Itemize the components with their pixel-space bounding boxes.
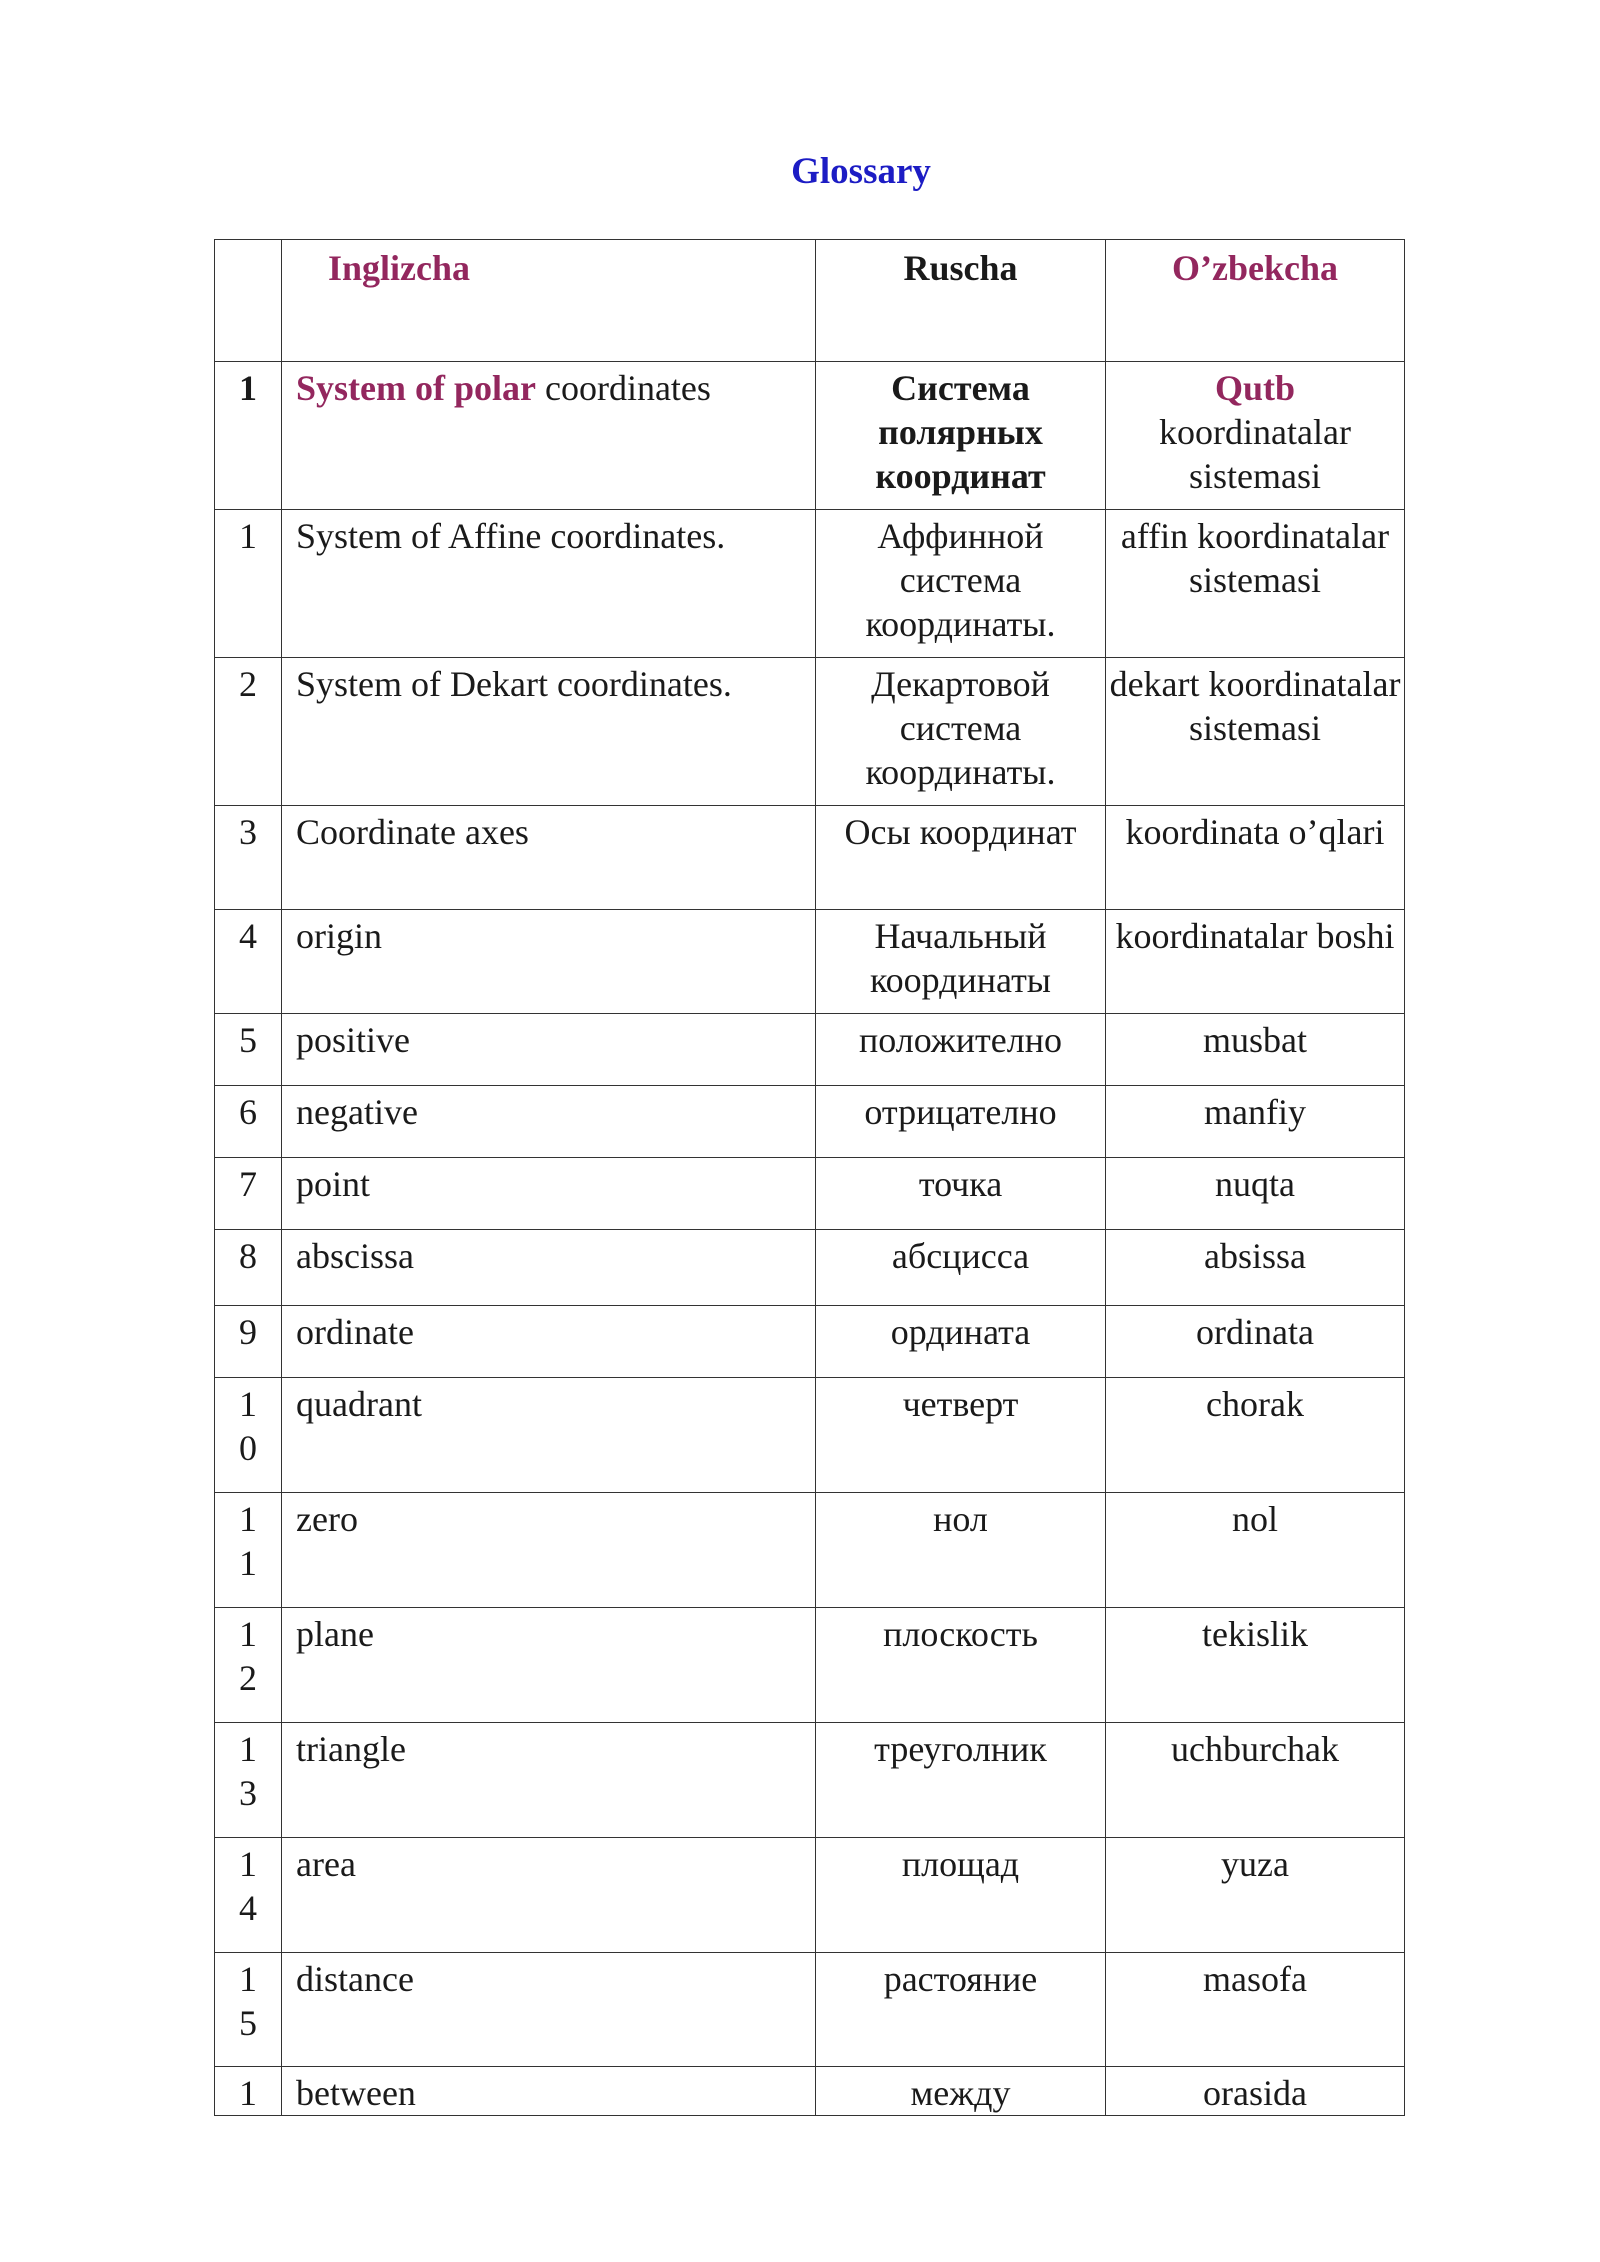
russian-term: четверт bbox=[902, 1384, 1019, 1424]
english-term-cell bbox=[282, 1378, 816, 1493]
uzbek-term: uchburchak bbox=[1171, 1729, 1339, 1769]
row-number: 1 bbox=[239, 516, 257, 556]
row-number-cell bbox=[215, 1306, 282, 1378]
russian-term: Декартовой система координаты. bbox=[865, 664, 1056, 792]
row-number-cell bbox=[215, 1378, 282, 1493]
row-number-cell bbox=[215, 806, 282, 910]
russian-term-cell bbox=[816, 510, 1106, 658]
table-row bbox=[215, 806, 1405, 910]
uzbek-term-cell bbox=[1106, 910, 1405, 1014]
russian-term-cell bbox=[816, 1014, 1106, 1086]
row-number-cell bbox=[215, 1953, 282, 2067]
row-number: 11 bbox=[239, 1499, 257, 1583]
table-row bbox=[215, 1230, 1405, 1306]
english-term-cell bbox=[282, 510, 816, 658]
english-term: System of Affine coordinates. bbox=[296, 516, 726, 556]
row-number-cell bbox=[215, 910, 282, 1014]
row-number-cell bbox=[215, 1158, 282, 1230]
row-number-cell bbox=[215, 1608, 282, 1723]
russian-term: Система полярных координат bbox=[875, 368, 1046, 496]
row-number: 1 bbox=[239, 368, 257, 408]
uzbek-term: musbat bbox=[1203, 1020, 1307, 1060]
uzbek-term-cell bbox=[1106, 1608, 1405, 1723]
uzbek-term: tekislik bbox=[1202, 1614, 1308, 1654]
uzbek-term-cell bbox=[1106, 806, 1405, 910]
russian-term: абсцисса bbox=[891, 1236, 1030, 1276]
english-term: origin bbox=[296, 916, 382, 956]
uzbek-term-cell bbox=[1106, 658, 1405, 806]
row-number: 15 bbox=[239, 1959, 257, 2043]
row-number: 4 bbox=[239, 916, 257, 956]
english-term: Coordinate axes bbox=[296, 812, 529, 852]
row-number-cell bbox=[215, 362, 282, 510]
table-row bbox=[215, 1378, 1405, 1493]
uzbek-term: masofa bbox=[1203, 1959, 1307, 1999]
russian-term-cell bbox=[816, 658, 1106, 806]
row-number-cell bbox=[215, 658, 282, 806]
table-row bbox=[215, 1608, 1405, 1723]
uzbek-term: affin koordinatalar sistemasi bbox=[1120, 516, 1390, 600]
uzbek-term-cell bbox=[1106, 1306, 1405, 1378]
row-number-cell bbox=[215, 510, 282, 658]
english-term: area bbox=[296, 1844, 356, 1884]
english-term: negative bbox=[296, 1092, 418, 1132]
uzbek-term: nuqta bbox=[1215, 1164, 1295, 1204]
row-number: 14 bbox=[239, 1844, 257, 1928]
uzbek-term-cell bbox=[1106, 362, 1405, 510]
english-term-cell bbox=[282, 1723, 816, 1838]
russian-term: Аффинной система координаты. bbox=[865, 516, 1056, 644]
table-row bbox=[215, 910, 1405, 1014]
russian-term: плоскость bbox=[883, 1614, 1038, 1654]
uzbek-term-rest: koordinatalar sistemasi bbox=[1159, 412, 1351, 496]
english-term-cell bbox=[282, 1493, 816, 1608]
uzbek-term: koordinatalar boshi bbox=[1115, 916, 1395, 956]
uzbek-term-cell bbox=[1106, 1723, 1405, 1838]
english-term: triangle bbox=[296, 1729, 406, 1769]
russian-term-cell bbox=[816, 806, 1106, 910]
russian-term: положително bbox=[859, 1020, 1062, 1060]
header-number-cell bbox=[215, 240, 282, 362]
english-term-cell bbox=[282, 2067, 816, 2116]
english-term-cell bbox=[282, 1608, 816, 1723]
uzbek-term-cell bbox=[1106, 1953, 1405, 2067]
row-number-cell bbox=[215, 1723, 282, 1838]
russian-term-cell bbox=[816, 1306, 1106, 1378]
russian-term: отрицателно bbox=[864, 1092, 1057, 1132]
uzbek-term-cell bbox=[1106, 1158, 1405, 1230]
russian-term-cell bbox=[816, 1953, 1106, 2067]
russian-term: треуголник bbox=[874, 1729, 1047, 1769]
english-term-cell bbox=[282, 1838, 816, 1953]
uzbek-term: ordinata bbox=[1196, 1312, 1314, 1352]
uzbek-term: dekart koordinatalar sistemasi bbox=[1109, 664, 1401, 748]
row-number: 1 bbox=[239, 2073, 257, 2113]
row-number: 7 bbox=[239, 1164, 257, 1204]
header-russian-label: Ruscha bbox=[903, 248, 1018, 288]
english-term-cell bbox=[282, 362, 816, 510]
glossary-table bbox=[214, 239, 1405, 2116]
english-term: quadrant bbox=[296, 1384, 422, 1424]
table-row bbox=[215, 1306, 1405, 1378]
row-number: 9 bbox=[239, 1312, 257, 1352]
english-term: distance bbox=[296, 1959, 414, 1999]
english-term-cell bbox=[282, 1158, 816, 1230]
uzbek-term: orasida bbox=[1203, 2073, 1307, 2113]
uzbek-term: chorak bbox=[1206, 1384, 1304, 1424]
english-term-cell bbox=[282, 806, 816, 910]
table-row bbox=[215, 510, 1405, 658]
russian-term-cell bbox=[816, 1838, 1106, 1953]
english-term-cell bbox=[282, 1014, 816, 1086]
russian-term-cell bbox=[816, 2067, 1106, 2116]
russian-term-cell bbox=[816, 1493, 1106, 1608]
uzbek-term-cell bbox=[1106, 1838, 1405, 1953]
row-number: 13 bbox=[239, 1729, 257, 1813]
header-russian-cell bbox=[816, 240, 1106, 362]
table-row bbox=[215, 1723, 1405, 1838]
english-term-cell bbox=[282, 1953, 816, 2067]
header-row bbox=[215, 240, 1405, 362]
russian-term-cell bbox=[816, 362, 1106, 510]
row-number-cell bbox=[215, 1014, 282, 1086]
uzbek-term: absissa bbox=[1204, 1236, 1306, 1276]
english-term: zero bbox=[296, 1499, 358, 1539]
russian-term: ордината bbox=[890, 1312, 1031, 1352]
russian-term-cell bbox=[816, 1158, 1106, 1230]
english-term: abscissa bbox=[296, 1236, 414, 1276]
english-term-cell bbox=[282, 1230, 816, 1306]
uzbek-term-cell bbox=[1106, 1378, 1405, 1493]
uzbek-term: nol bbox=[1231, 1499, 1278, 1539]
header-english-label: Inglizcha bbox=[328, 248, 471, 288]
russian-term-cell bbox=[816, 1086, 1106, 1158]
uzbek-term-highlight: Qutb bbox=[1214, 368, 1296, 408]
uzbek-term-cell bbox=[1106, 1014, 1405, 1086]
table-row bbox=[215, 1158, 1405, 1230]
russian-term: точка bbox=[918, 1164, 1003, 1204]
russian-term: между bbox=[910, 2073, 1011, 2113]
row-number: 5 bbox=[239, 1020, 257, 1060]
english-term: ordinate bbox=[296, 1312, 414, 1352]
row-number: 3 bbox=[239, 812, 257, 852]
russian-term: растояние bbox=[883, 1959, 1038, 1999]
row-number: 2 bbox=[239, 664, 257, 704]
russian-term: площад bbox=[901, 1844, 1020, 1884]
english-term: between bbox=[296, 2073, 416, 2113]
russian-term-cell bbox=[816, 910, 1106, 1014]
row-number-cell bbox=[215, 1493, 282, 1608]
russian-term-cell bbox=[816, 1378, 1106, 1493]
table-row bbox=[215, 1953, 1405, 2067]
row-number-cell bbox=[215, 1230, 282, 1306]
english-term-highlight: System of polar bbox=[296, 368, 536, 408]
english-term-cell bbox=[282, 910, 816, 1014]
english-term: System of Dekart coordinates. bbox=[296, 664, 732, 704]
english-term: positive bbox=[296, 1020, 410, 1060]
table-row bbox=[215, 2067, 1405, 2116]
table-row bbox=[215, 658, 1405, 806]
table-row bbox=[215, 1493, 1405, 1608]
english-term-cell bbox=[282, 1306, 816, 1378]
russian-term: нол bbox=[933, 1499, 988, 1539]
russian-term-cell bbox=[816, 1230, 1106, 1306]
english-term-cell bbox=[282, 658, 816, 806]
row-number: 10 bbox=[239, 1384, 257, 1468]
row-number: 8 bbox=[239, 1236, 257, 1276]
uzbek-term: yuza bbox=[1221, 1844, 1289, 1884]
english-term-cell bbox=[282, 1086, 816, 1158]
uzbek-term-cell bbox=[1106, 1493, 1405, 1608]
table-row bbox=[215, 362, 1405, 510]
row-number-cell bbox=[215, 1086, 282, 1158]
header-english-cell bbox=[282, 240, 816, 362]
russian-term: Начальный координаты bbox=[869, 916, 1051, 1000]
english-term: plane bbox=[296, 1614, 374, 1654]
russian-term-cell bbox=[816, 1608, 1106, 1723]
uzbek-term: manfiy bbox=[1204, 1092, 1306, 1132]
uzbek-term-cell bbox=[1106, 1086, 1405, 1158]
row-number-cell bbox=[215, 1838, 282, 1953]
row-number-cell bbox=[215, 2067, 282, 2116]
header-uzbek-label: O’zbekcha bbox=[1172, 248, 1338, 288]
english-term-rest: coordinates bbox=[535, 368, 711, 408]
row-number: 6 bbox=[239, 1092, 257, 1132]
english-term: point bbox=[296, 1164, 371, 1204]
uzbek-term: koordinata o’qlari bbox=[1125, 812, 1385, 852]
header-uzbek-cell bbox=[1106, 240, 1405, 362]
row-number: 12 bbox=[239, 1614, 257, 1698]
uzbek-term-cell bbox=[1106, 2067, 1405, 2116]
table-row bbox=[215, 1014, 1405, 1086]
table-row bbox=[215, 1086, 1405, 1158]
table-row bbox=[215, 1838, 1405, 1953]
uzbek-term-cell bbox=[1106, 1230, 1405, 1306]
russian-term: Осы координат bbox=[844, 812, 1077, 852]
russian-term-cell bbox=[816, 1723, 1106, 1838]
uzbek-term-cell bbox=[1106, 510, 1405, 658]
page-title: Glossary bbox=[791, 151, 931, 192]
